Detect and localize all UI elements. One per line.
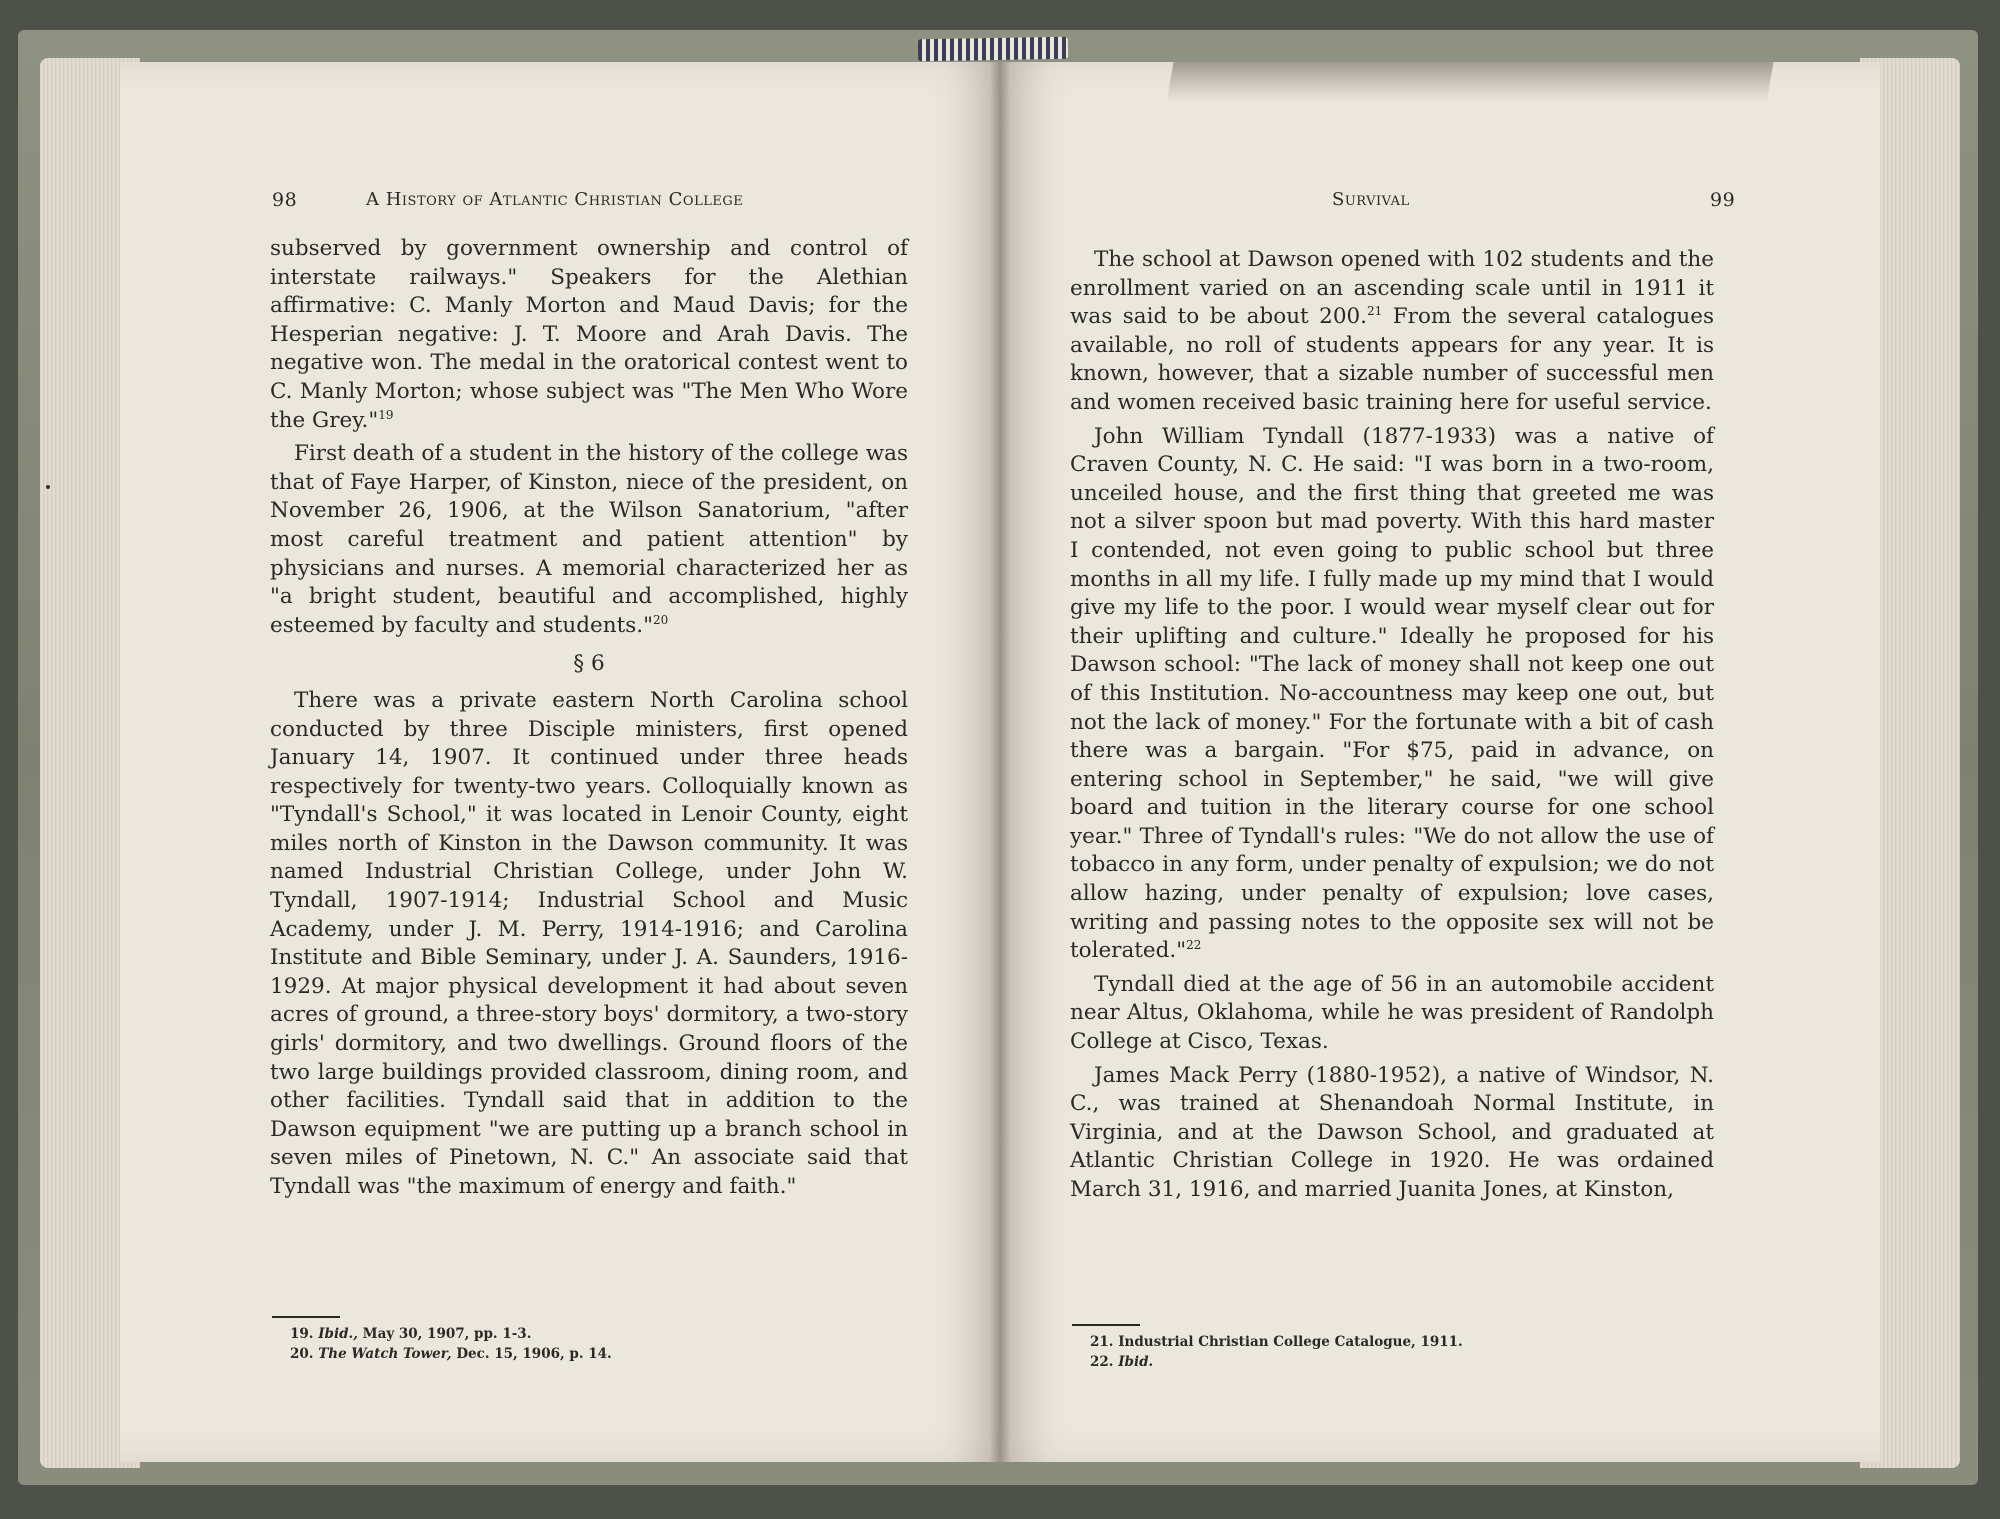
footnote: 20. The Watch Tower, Dec. 15, 1906, p. 14. bbox=[290, 1346, 612, 1362]
book-title-header: A History of Atlantic Christian College bbox=[366, 189, 744, 210]
paragraph: Tyndall died at the age of 56 in an automobile accident near Altus, Oklahoma, while he was president of Randolph College at Cisco, Texas. bbox=[1070, 971, 1714, 1055]
left-body-text bbox=[270, 235, 908, 1207]
paragraph: First death of a student in the history of the college was that of Faye Harper, of Kinston, niece of the president, on November 26, 1906, at the Wilson Sanatorium, "after most careful treatment and patient attention" by physicians and nurses. A memorial characterized her as "a bright student, beautiful and accomplished, highly esteemed by faculty and students."$^{20}$ bbox=[270, 441, 908, 638]
margin-mark bbox=[46, 485, 50, 489]
headband bbox=[918, 37, 1068, 62]
page-number-left: 98 bbox=[272, 189, 298, 211]
footnote-ref: 21 bbox=[1367, 304, 1383, 319]
right-footnotes bbox=[1072, 1324, 1716, 1372]
paragraph: John William Tyndall (1877-1933) was a native of Craven County, N. C. He said: "I was born in a two-room, unceiled house, and the first thing that greeted me was not a silver spoon but mad poverty. With this hard master I contended, not even going to public school but three months in all my life. I fully made up my mind that I would give my life to the poor. I would wear myself clear out for their uplifting and culture." Ideally he proposed for his Dawson school: "The lack of money shall not keep one out of this Institution. No-accountness may keep one out, but not the lack of money." For the fortunate with a bit of cash there was a bargain. "For $75, paid in advance, on entering school in September," he said, "we will give board and tuition in the literary course for one school year." Three of Tyndall's rules: "We do not allow the use of tobacco in any form, under penalty of expulsion; we do not allow hazing, under penalty of expulsion; love cases, writing and passing notes to the opposite sex will not be tolerated."$^{22}$ bbox=[1070, 423, 1714, 964]
footnote-ref: 22 bbox=[1186, 938, 1202, 953]
chapter-title-header: Survival bbox=[1332, 189, 1410, 210]
footnote: 22. Ibid. bbox=[1090, 1354, 1154, 1370]
footnote-ref: 19 bbox=[378, 407, 394, 422]
top-shadow bbox=[1166, 62, 1773, 102]
book-gutter bbox=[990, 62, 1010, 1462]
paragraph: There was a private eastern North Carolina school conducted by three Disciple ministers, first opened January 14, 1907. It continued under three heads respectively for twenty-two years. Colloquially known as "Tyndall's School," it was located in Lenoir County, eight miles north of Kinston in the Dawson community. It was named Industrial Christian College, under John W. Tyndall, 1907-1914; Industrial School and Music Academy, under J. M. Perry, 1914-1916; and Carolina Institute and Bible Seminary, under J. A. Saunders, 1916-1929. At major physical development it had about seven acres of ground, a three-story boys' dormitory, a two-story girls' dormitory, and two dwellings. Ground floors of the two large buildings provided classroom, dining room, and other facilities. Tyndall said that in addition to the Dawson equipment "we are putting up a branch school in seven miles of Pinetown, N. C." An associate said that Tyndall was "the maximum of energy and faith." bbox=[270, 687, 908, 1199]
paragraph: The school at Dawson opened with 102 students and the enrollment varied on an ascending scale until in 1911 it was said to be about 200.21 From the several catalogues available, no roll of students appears for any year. It is known, however, that a sizable number of successful men and women received basic training here for useful service. bbox=[1070, 247, 1714, 415]
paragraph: James Mack Perry (1880-1952), a native of Windsor, N. C., was trained at Shenandoah Normal Institute, in Virginia, and at the Dawson School, and graduated at Atlantic Christian College in 1920. He was ordained March 31, 1916, and married Juanita Jones, at Kinston, bbox=[1070, 1062, 1714, 1202]
paragraph: subserved by government ownership and control of interstate railways." Speakers for the Alethian affirmative: C. Manly Morton and Maud Davis; for the Hesperian negative: J. T. Moore and Arah Davis. The negative won. The medal in the oratorical contest went to C. Manly Morton; whose subject was "The Men Who Wore the Grey."$^{19}$ bbox=[270, 236, 908, 433]
left-page bbox=[120, 62, 1000, 1462]
footnote: 19. Ibid., May 30, 1907, pp. 1-3. bbox=[290, 1326, 532, 1342]
right-page bbox=[1000, 62, 1880, 1462]
page-number-right: 99 bbox=[1710, 189, 1736, 211]
footnote: 21. Industrial Christian College Catalogue, 1911. bbox=[1090, 1334, 1463, 1350]
right-body-text bbox=[1070, 246, 1714, 1210]
footnote-rule bbox=[272, 1316, 340, 1318]
footnote-rule bbox=[1072, 1324, 1140, 1326]
left-footnotes bbox=[272, 1316, 910, 1364]
footnote-ref: 20 bbox=[652, 612, 669, 627]
section-heading: § 6 bbox=[573, 651, 605, 677]
